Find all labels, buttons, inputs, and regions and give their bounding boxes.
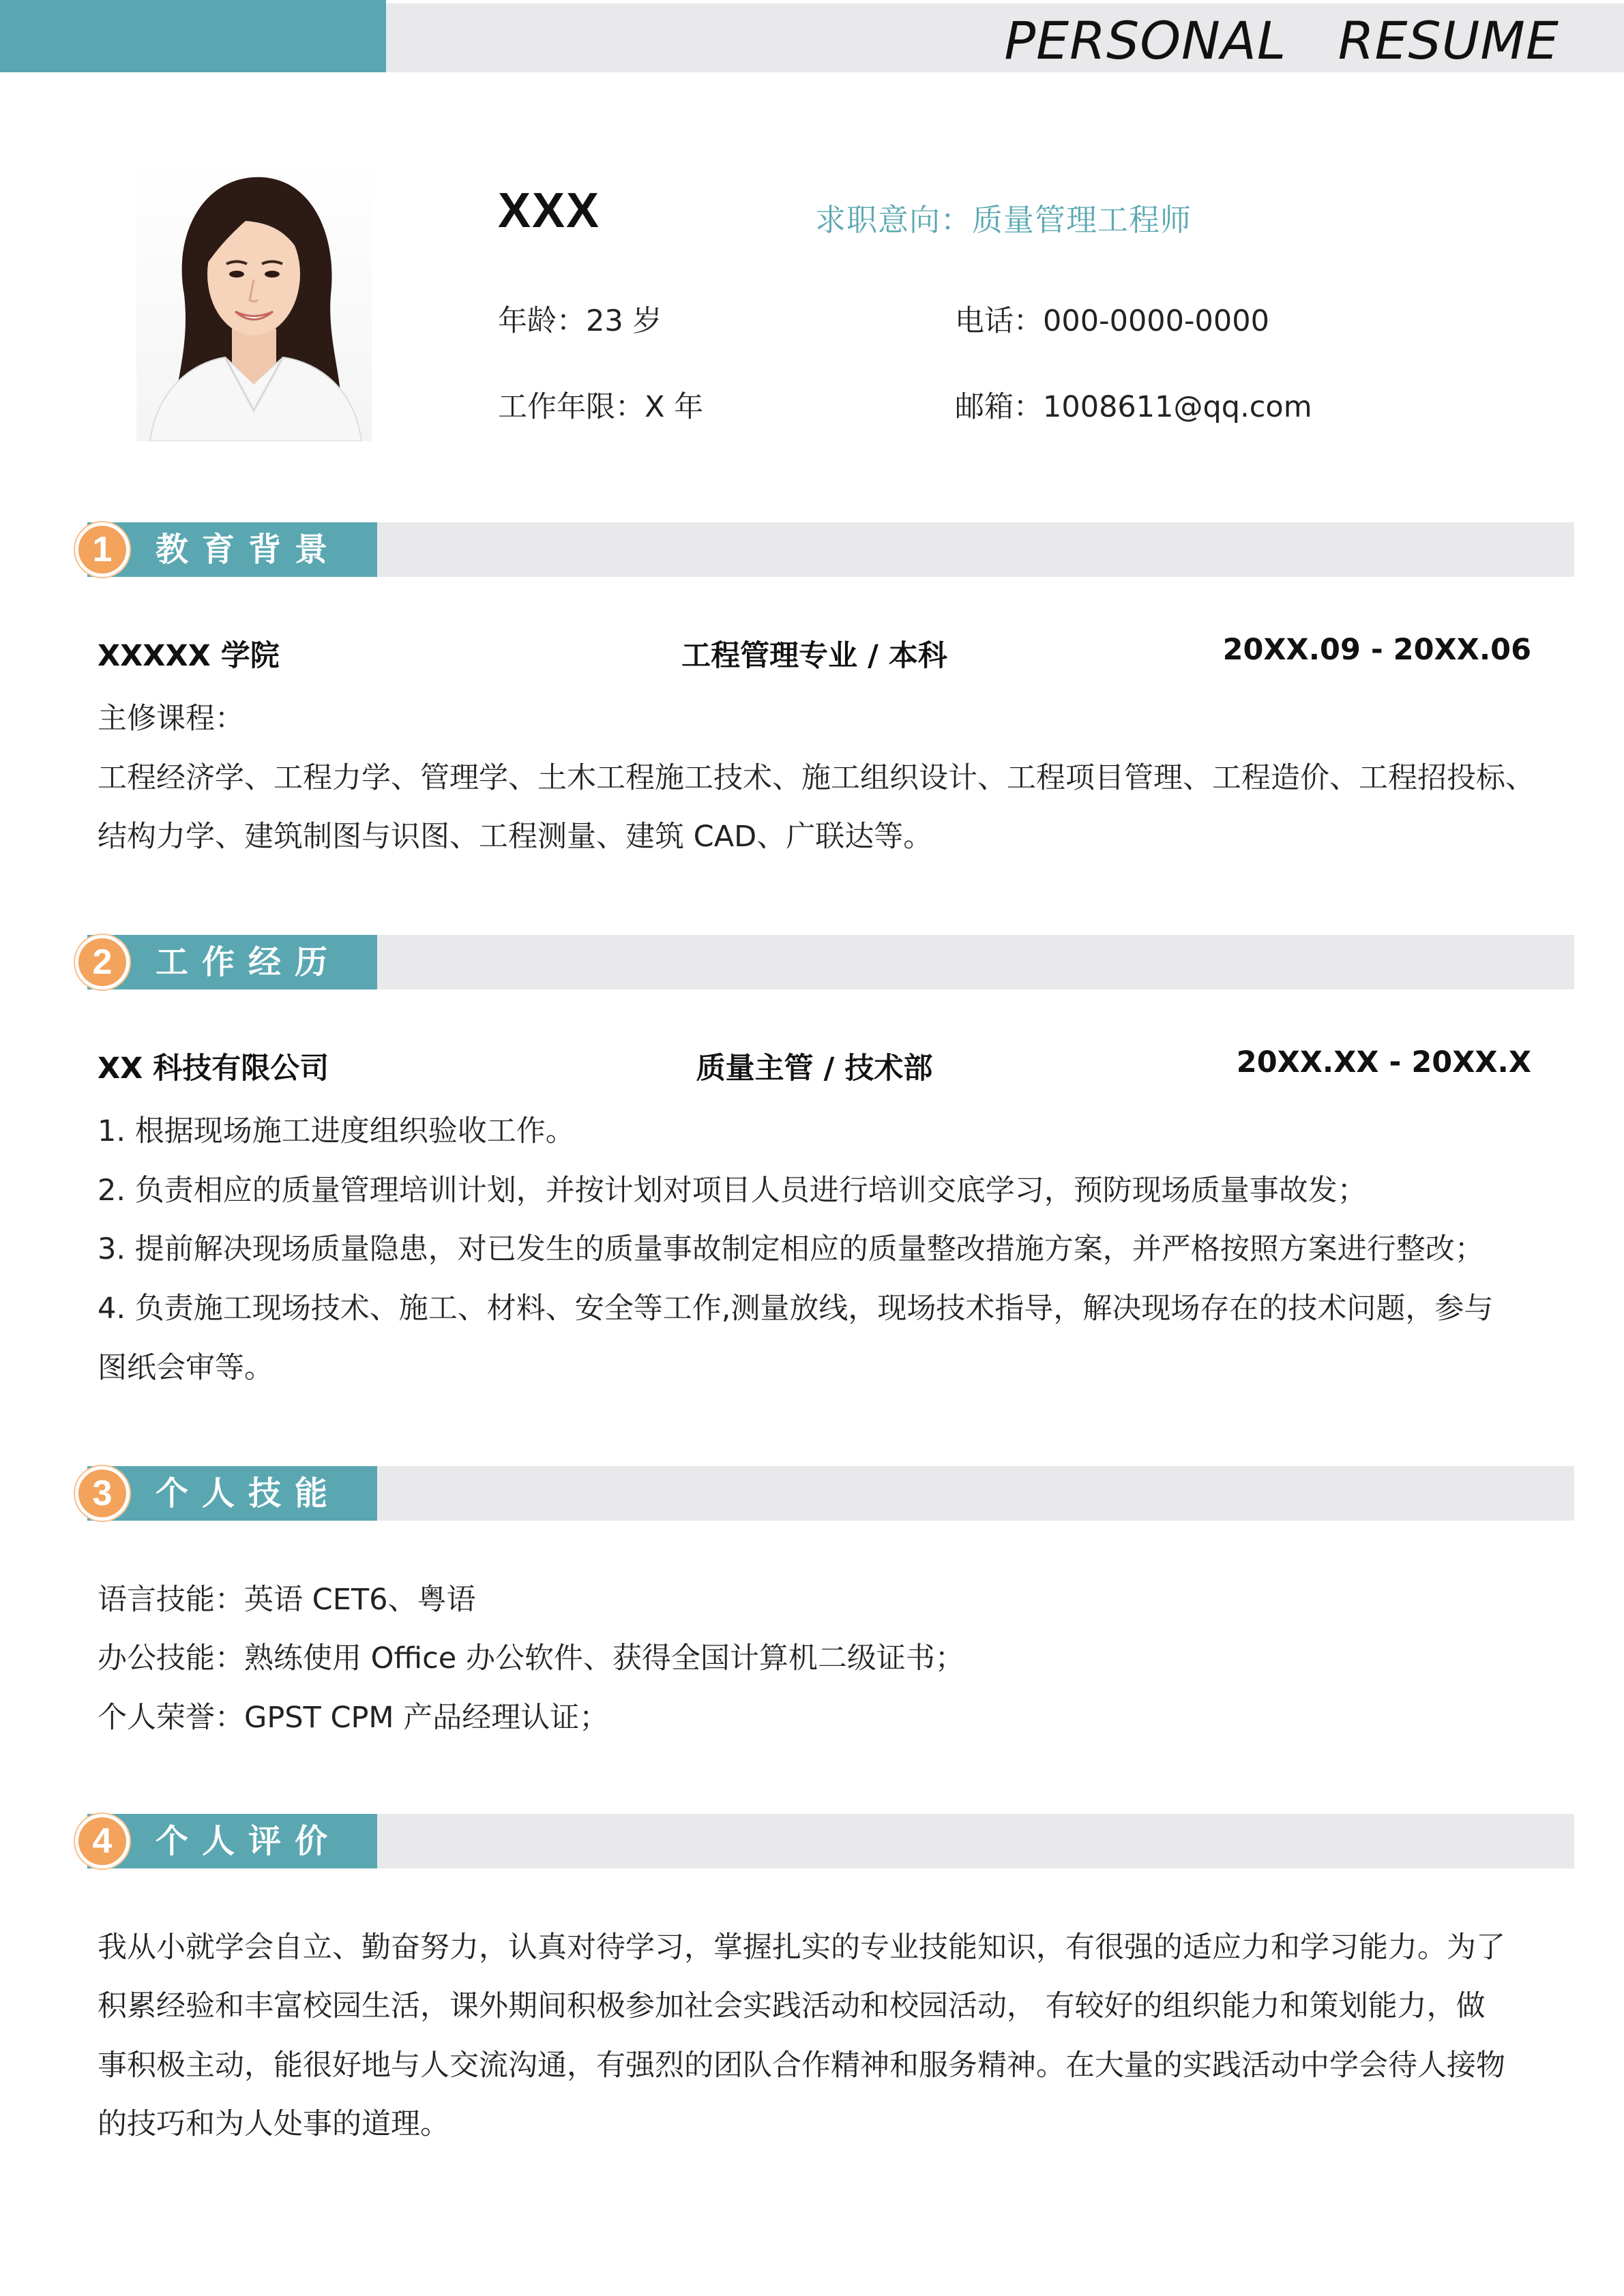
duty-item: 4. 负责施工现场技术、施工、材料、安全等工作,测量放线，现场技术指导，解决现场存在的技术问题，参与 bbox=[98, 1292, 1494, 1326]
work-summary-row bbox=[98, 1045, 1531, 1087]
duty-item-continued: 图纸会审等。 bbox=[98, 1351, 274, 1385]
duty-item: 2. 负责相应的质量管理培训计划，并按计划对项目人员进行培训交底学习，预防现场质量事故发； bbox=[98, 1174, 1367, 1208]
course-list-line: 结构力学、建筑制图与识图、工程测量、建筑 CAD、广联达等。 bbox=[98, 820, 933, 854]
course-list-line: 工程经济学、工程力学、管理学、土木工程施工技术、施工组织设计、工程项目管理、工程造价、工程招投标、 bbox=[98, 761, 1535, 795]
duty-item: 1. 根据现场施工进度组织验收工作。 bbox=[98, 1114, 575, 1148]
email-field: 邮箱：1008611@qq.com bbox=[955, 390, 1312, 424]
section-title-evaluation: 个人评价 bbox=[156, 1822, 342, 1860]
work-years-field: 工作年限：X 年 bbox=[498, 390, 704, 424]
skill-item: 个人荣誉：GPST CPM 产品经理认证； bbox=[98, 1701, 609, 1735]
section-number-badge: 3 bbox=[75, 1466, 130, 1521]
section-title-skills: 个人技能 bbox=[156, 1474, 342, 1512]
candidate-name: XXX bbox=[498, 183, 601, 238]
school-name: XXXXX 学院 bbox=[98, 639, 280, 673]
work-period: 20XX.XX - 20XX.X bbox=[1236, 1045, 1531, 1079]
major-degree: 工程管理专业 / 本科 bbox=[681, 639, 947, 673]
section-number-badge: 2 bbox=[75, 935, 130, 989]
resume-title: PERSONAL RESUME bbox=[1004, 10, 1559, 71]
section-title-work: 工作经历 bbox=[156, 943, 342, 981]
company-name: XX 科技有限公司 bbox=[98, 1052, 329, 1086]
section-number-badge: 1 bbox=[75, 522, 130, 577]
course-label: 主修课程： bbox=[98, 702, 244, 736]
education-period: 20XX.09 - 20XX.06 bbox=[1222, 633, 1531, 667]
evaluation-line: 事积极主动，能很好地与人交流沟通，有强烈的团队合作精神和服务精神。在大量的实践活动中学会待人接物 bbox=[98, 2048, 1505, 2083]
section-title-education: 教育背景 bbox=[156, 531, 342, 569]
evaluation-line: 的技巧和为人处事的道理。 bbox=[98, 2107, 449, 2141]
job-position: 质量主管 / 技术部 bbox=[696, 1052, 933, 1086]
profile-photo bbox=[136, 158, 372, 441]
evaluation-line: 积累经验和丰富校园生活，课外期间积极参加社会实践活动和校园活动， 有较好的组织能力和策划能力，做 bbox=[98, 1989, 1486, 2023]
age-field: 年龄：23 岁 bbox=[498, 304, 662, 338]
section-number-badge: 4 bbox=[75, 1814, 130, 1868]
skill-item: 办公技能：熟练使用 Office 办公软件、获得全国计算机二级证书； bbox=[98, 1641, 964, 1675]
job-intent: 求职意向：质量管理工程师 bbox=[815, 202, 1192, 238]
skill-item: 语言技能：英语 CET6、粤语 bbox=[98, 1583, 476, 1617]
header-accent-block bbox=[0, 0, 386, 72]
phone-field: 电话：000-0000-0000 bbox=[955, 304, 1269, 338]
education-summary-row bbox=[98, 633, 1531, 674]
duty-item: 3. 提前解决现场质量隐患，对已发生的质量事故制定相应的质量整改措施方案，并严格按照方案进行整改； bbox=[98, 1232, 1484, 1266]
evaluation-line: 我从小就学会自立、勤奋努力，认真对待学习，掌握扎实的专业技能知识，有很强的适应力和学习能力。为了 bbox=[98, 1930, 1505, 1965]
